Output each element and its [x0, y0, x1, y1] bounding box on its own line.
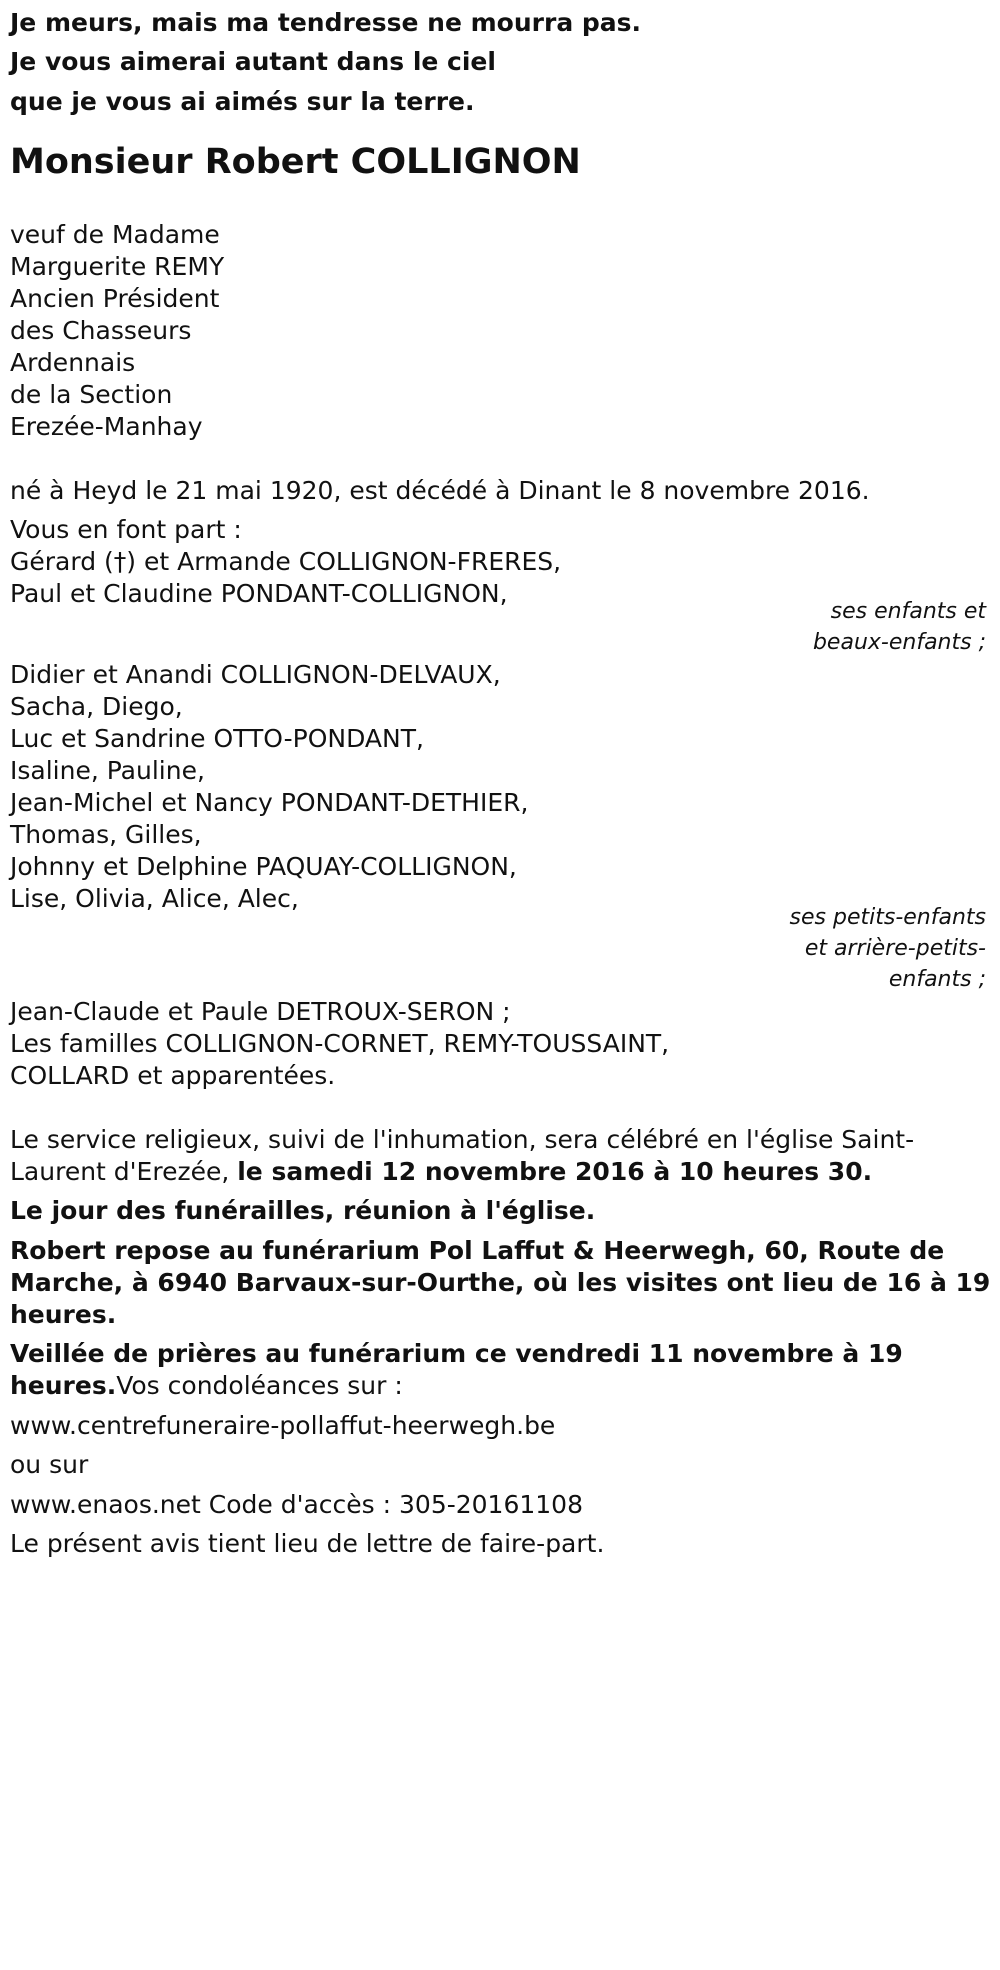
- children-role-line-2: beaux-enfants ;: [812, 630, 986, 655]
- title-line-4: des Chasseurs: [10, 316, 192, 345]
- vigil-line-1: Veillée de prières au funérarium ce vendredi 11 novembre à 19: [10, 1339, 903, 1368]
- title-line-6: de la Section: [10, 380, 173, 409]
- announce-intro: Vous en font part :: [10, 515, 242, 544]
- deceased-name: Monsieur Robert COLLIGNON: [10, 142, 581, 182]
- child-line-2: Paul et Claudine PONDANT-COLLIGNON,: [10, 579, 508, 608]
- meeting: Le jour des funérailles, réunion à l'église.: [10, 1196, 596, 1225]
- vigil-hours: heures.: [10, 1371, 117, 1400]
- grandchildren-role-line-2: et arrière-petits-: [804, 936, 986, 961]
- title-line-2: Marguerite REMY: [10, 252, 225, 281]
- grandchild-line-4: Isaline, Pauline,: [10, 756, 205, 785]
- grandchildren-role-line-3: enfants ;: [888, 967, 986, 992]
- service-line-2: [10, 1157, 872, 1186]
- service-date: le samedi 12 novembre 2016 à 10 heures 30.: [237, 1157, 873, 1186]
- funerarium-line-1: Robert repose au funérarium Pol Laffut & Heerwegh, 60, Route de: [10, 1236, 945, 1265]
- grandchild-line-1: Didier et Anandi COLLIGNON-DELVAUX,: [10, 660, 501, 689]
- grandchild-line-7: Johnny et Delphine PAQUAY-COLLIGNON,: [10, 852, 517, 881]
- condolences-intro: Vos condoléances sur :: [116, 1371, 403, 1400]
- grandchild-line-6: Thomas, Gilles,: [10, 820, 202, 849]
- title-line-7: Erezée-Manhay: [10, 412, 203, 441]
- epitaph-line-3: que je vous ai aimés sur la terre.: [10, 87, 475, 116]
- birth-death: né à Heyd le 21 mai 1920, est décédé à Dinant le 8 novembre 2016.: [10, 476, 870, 505]
- notice: Le présent avis tient lieu de lettre de faire-part.: [10, 1529, 605, 1558]
- funerarium-line-2: Marche, à 6940 Barvaux-sur-Ourthe, où les visites ont lieu de 16 à 19: [10, 1268, 991, 1297]
- service-line-1: Le service religieux, suivi de l'inhumation, sera célébré en l'église Saint-: [10, 1125, 915, 1154]
- condolence-url-1: www.centrefuneraire-pollaffut-heerwegh.be: [10, 1411, 556, 1440]
- condolence-url-2: www.enaos.net Code d'accès : 305-20161108: [10, 1490, 583, 1519]
- service-place: Laurent d'Erezée,: [10, 1157, 238, 1186]
- child-line-1: Gérard (†) et Armande COLLIGNON-FRERES,: [10, 547, 562, 576]
- vigil-line-2: [10, 1371, 403, 1400]
- grandchild-line-8: Lise, Olivia, Alice, Alec,: [10, 884, 299, 913]
- grandchild-line-2: Sacha, Diego,: [10, 692, 183, 721]
- title-line-3: Ancien Président: [10, 284, 220, 313]
- children-role-line-1: ses enfants et: [830, 599, 986, 624]
- funerarium-line-3: heures.: [10, 1300, 117, 1329]
- title-line-5: Ardennais: [10, 348, 136, 377]
- condolence-or: ou sur: [10, 1450, 89, 1479]
- epitaph-line-2: Je vous aimerai autant dans le ciel: [10, 47, 496, 76]
- other-line-3: COLLARD et apparentées.: [10, 1061, 336, 1090]
- grandchildren-role-line-1: ses petits-enfants: [789, 905, 986, 930]
- epitaph-line-1: Je meurs, mais ma tendresse ne mourra pas.: [10, 8, 642, 37]
- title-line-1: veuf de Madame: [10, 220, 220, 249]
- grandchild-line-3: Luc et Sandrine OTTO-PONDANT,: [10, 724, 424, 753]
- grandchild-line-5: Jean-Michel et Nancy PONDANT-DETHIER,: [10, 788, 529, 817]
- other-line-1: Jean-Claude et Paule DETROUX-SERON ;: [10, 997, 511, 1026]
- other-line-2: Les familles COLLIGNON-CORNET, REMY-TOUSSAINT,: [10, 1029, 670, 1058]
